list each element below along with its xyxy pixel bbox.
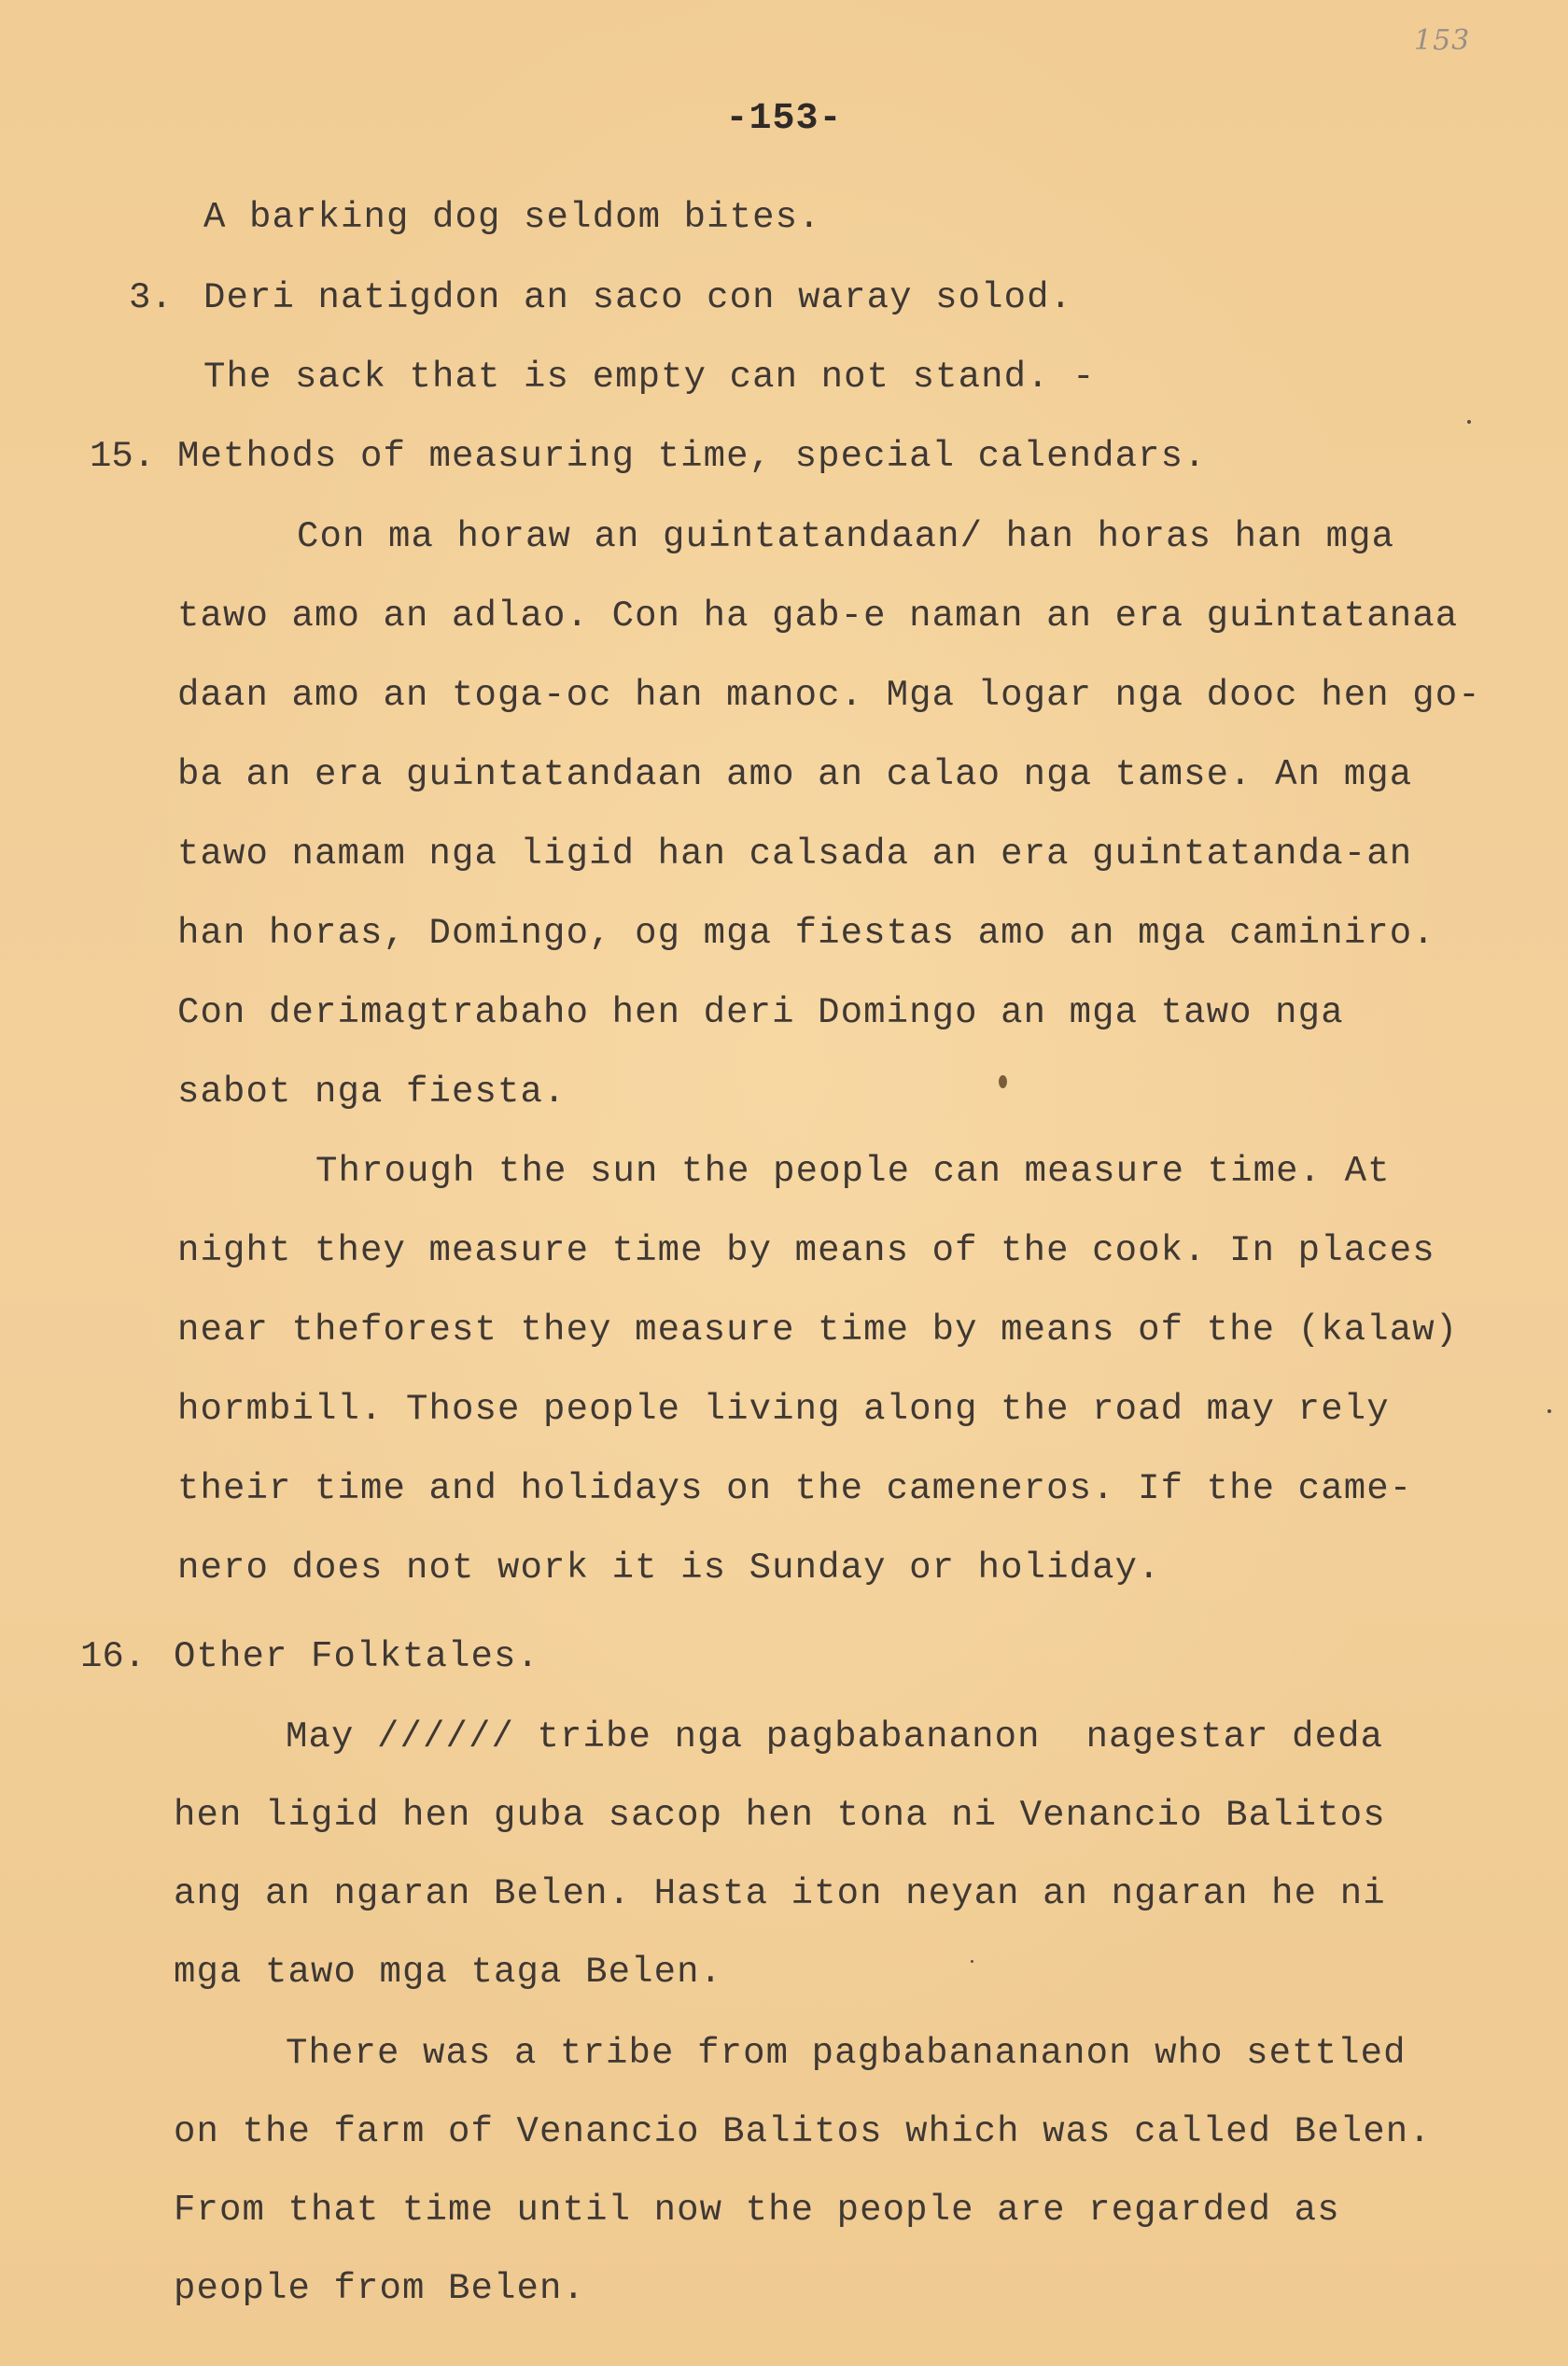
item-number-3: 3. [129,277,173,318]
page-number: -153- [725,98,843,140]
waray-paragraph-line: May ////// tribe nga pagbabananon nagestar deda [286,1716,1384,1757]
handwritten-page-mark: 153 [1414,24,1471,57]
waray-paragraph-line: tawo amo an adlao. Con ha gab-e naman an era guintatanaa [177,595,1459,637]
paper-speck [999,1075,1007,1088]
paper-speck [1547,1409,1551,1413]
waray-paragraph-line: han horas, Domingo, og mga fiestas amo an mga caminiro. [177,913,1435,954]
item-number-16: 16. [80,1636,147,1677]
english-paragraph-line: nero does not work it is Sunday or holiday. [177,1547,1161,1589]
waray-paragraph-line: daan amo an toga-oc han manoc. Mga logar nga dooc hen go- [177,675,1481,716]
english-paragraph-line: on the farm of Venancio Balitos which was called Belen. [174,2111,1432,2152]
english-paragraph-line: night they measure time by means of the cook. In places [177,1230,1435,1271]
proverb-english-line: A barking dog seldom bites. [203,197,821,238]
item-number-15: 15. [90,436,156,477]
waray-paragraph-line: sabot nga fiesta. [177,1071,567,1113]
english-paragraph-line: From that time until now the people are regarded as [174,2190,1340,2231]
english-paragraph-line: hormbill. Those people living along the road may rely [177,1389,1390,1430]
paper-speck [1467,420,1471,424]
waray-paragraph-line: mga tawo mga taga Belen. [174,1952,723,1993]
section-heading-16: Other Folktales. [174,1636,540,1677]
waray-paragraph-line: ba an era guintatandaan amo an calao nga tamse. An mga [177,754,1413,795]
section-heading-15: Methods of measuring time, special calendars. [177,436,1207,477]
english-paragraph-line: near theforest they measure time by means of the (kalaw) [177,1309,1459,1351]
english-paragraph-line: their time and holidays on the cameneros. If the came- [177,1468,1413,1509]
english-paragraph-line: people from Belen. [174,2268,586,2309]
waray-paragraph-line: tawo namam nga ligid han calsada an era guintatanda-an [177,833,1413,875]
proverb-waray-line: Deri natigdon an saco con waray solod. [203,277,1073,318]
english-paragraph-line: There was a tribe from pagbabanananon who settled [286,2033,1407,2074]
waray-paragraph-line: Con derimagtrabaho hen deri Domingo an mga tawo nga [177,992,1344,1033]
english-paragraph-line: Through the sun the people can measure time. At [315,1151,1391,1192]
proverb-english-translation: The sack that is empty can not stand. - [203,357,1096,398]
paper-speck [971,1960,973,1963]
waray-paragraph-line: Con ma horaw an guintatandaan/ han horas han mga [297,516,1395,557]
waray-paragraph-line: ang an ngaran Belen. Hasta iton neyan an ngaran he ni [174,1873,1386,1914]
waray-paragraph-line: hen ligid hen guba sacop hen tona ni Venancio Balitos [174,1795,1386,1836]
